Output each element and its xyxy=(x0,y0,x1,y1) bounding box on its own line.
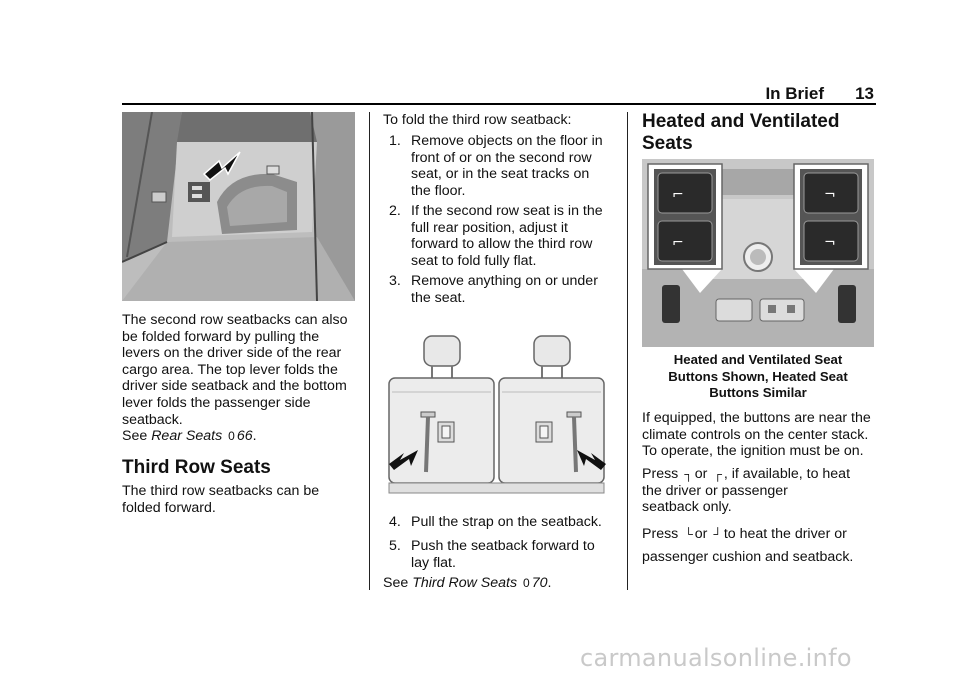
svg-text:⌐: ⌐ xyxy=(672,235,684,251)
heated-seatback-icon: ┌ xyxy=(713,467,722,481)
text-line: levers on the driver side of the rear xyxy=(122,345,342,362)
heated-seatback-icon: ┐ xyxy=(684,467,693,481)
watermark: carmanualsonline.info xyxy=(580,644,852,672)
text-line: cargo area. The top lever folds the xyxy=(122,361,338,378)
heated-seat-buttons-image xyxy=(642,159,874,347)
fold-intro: To fold the third row seatback: xyxy=(383,112,572,128)
rear-seats-link[interactable]: Rear Seats xyxy=(151,428,223,444)
heated-cushion-seatback-icon: ┘ xyxy=(713,527,722,541)
heated-ventilated-heading: Heated and Ventilated Seats xyxy=(642,111,840,154)
third-row-seats-link[interactable]: Third Row Seats xyxy=(412,575,518,591)
column-divider xyxy=(369,112,370,590)
page-number: 13 xyxy=(855,84,874,103)
heated-cushion-seatback-icon: └ xyxy=(684,527,693,541)
text-line: lever folds the passenger side xyxy=(122,394,311,411)
svg-text:¬: ¬ xyxy=(824,235,836,251)
svg-text:⌐: ⌐ xyxy=(672,187,684,203)
svg-text:¬: ¬ xyxy=(824,187,836,203)
press-cushion-paragraph: Press └ or ┘ to heat the driver or passenger cushion and seatback. xyxy=(642,526,854,565)
cargo-area-image xyxy=(122,112,355,301)
page-reference-icon: 0 xyxy=(523,576,530,590)
third-row-seats-heading: Third Row Seats xyxy=(122,457,271,478)
text-line: driver side seatback and the bottom xyxy=(122,378,347,395)
column-divider xyxy=(627,112,628,590)
text-line: seatback. xyxy=(122,411,183,428)
text-line: be folded forward by pulling the xyxy=(122,328,320,345)
see-rear-seats-reference: See Rear Seats 0 66. xyxy=(122,428,257,444)
header-rule xyxy=(122,103,876,105)
see-third-row-seats-reference: See Third Row Seats 0 70. xyxy=(383,575,552,591)
location-paragraph: If equipped, the buttons are near the climate controls on the center stack. To operate, the ignition must be on. xyxy=(642,410,871,460)
third-row-paragraph: The third row seatbacks can be folded forward. xyxy=(122,483,320,516)
press-seatback-paragraph: Press ┐ or ┌ , if available, to heat the driver or passenger seatback only. xyxy=(642,466,851,516)
image-caption: Heated and Ventilated Seat Buttons Shown, Heated Seat Buttons Similar xyxy=(668,352,848,400)
page-reference-icon: 0 xyxy=(228,429,235,443)
section-title: In Brief xyxy=(765,84,824,103)
text-line: The second row seatbacks can also xyxy=(122,312,348,328)
second-row-paragraph xyxy=(122,312,362,428)
third-row-seat-image xyxy=(384,332,609,497)
